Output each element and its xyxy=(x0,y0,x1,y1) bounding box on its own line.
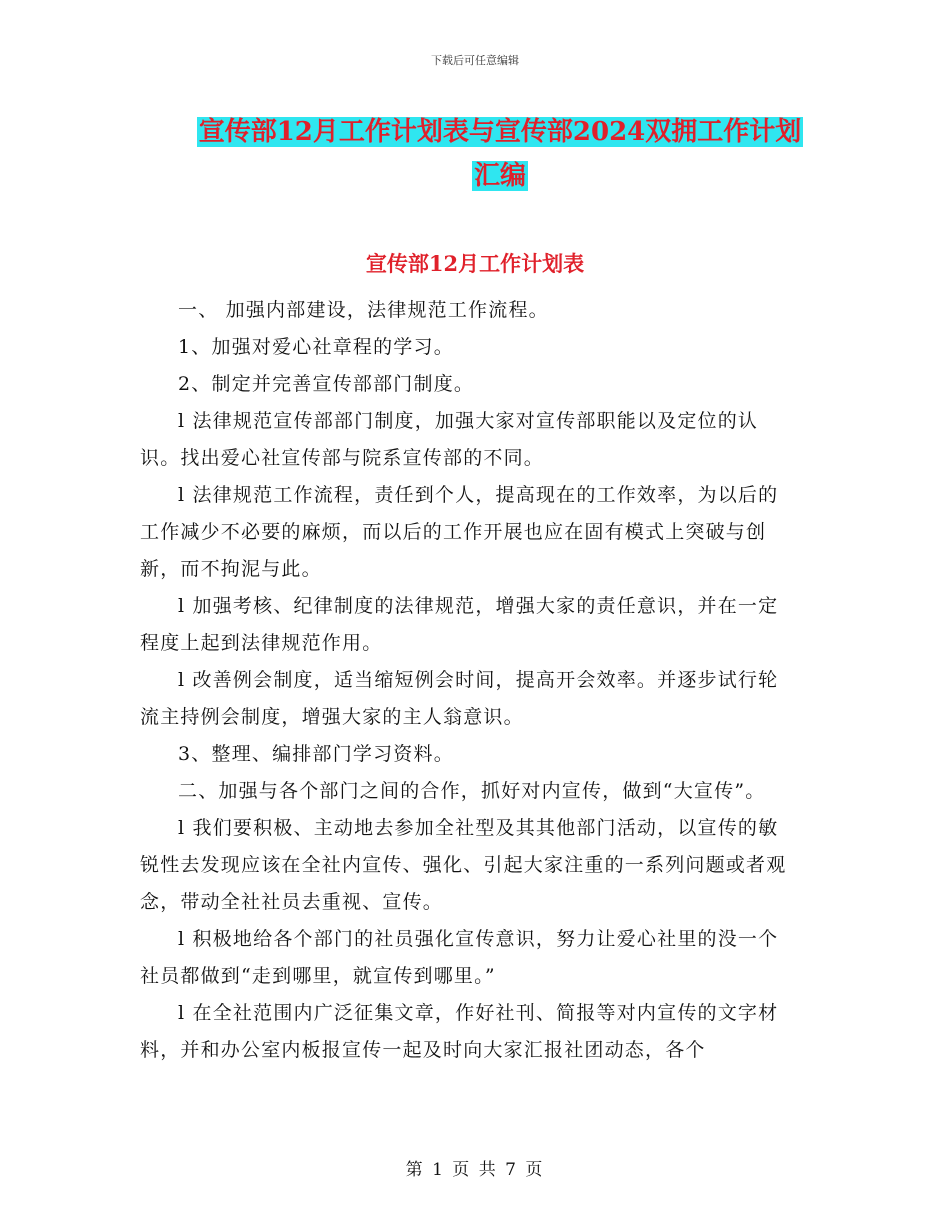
paragraph: l 在全社范围内广泛征集文章，作好社刊、简报等对内宣传的文字材料，并和办公室内板报宣传一起及时向大家汇报社团动态，各个 xyxy=(140,1002,779,1061)
title-line-1: 宣传部12月工作计划表与宣传部2024双拥工作计划 xyxy=(198,117,802,147)
paragraph: l 我们要积极、主动地去参加全社型及其其他部门活动，以宣传的敏锐性去发现应该在全社内宣传、强化、引起大家注重的一系列问题或者观念，带动全社社员去重视、宣传。 xyxy=(140,817,787,913)
paragraph: 二、加强与各个部门之间的合作，抓好对内宣传，做到“大宣传”。 xyxy=(178,780,766,802)
page-number-footer: 第 1 页 共 7 页 xyxy=(405,1160,545,1180)
section-title: 宣传部12月工作计划表 xyxy=(365,251,585,276)
paragraph: l 法律规范工作流程，责任到个人，提高现在的工作效率，为以后的工作减少不必要的麻烦，而以后的工作开展也应在固有模式上突破与创新，而不拘泥与此。 xyxy=(140,484,779,580)
paragraph: 3、整理、编排部门学习资料。 xyxy=(178,743,454,765)
paragraph: 1、加强对爱心社章程的学习。 xyxy=(178,336,454,358)
paragraph: l 法律规范宣传部部门制度，加强大家对宣传部职能以及定位的认识。找出爱心社宣传部与院系宣传部的不同。 xyxy=(140,410,759,469)
paragraph: 一、 加强内部建设，法律规范工作流程。 xyxy=(178,299,549,321)
paragraph: l 加强考核、纪律制度的法律规范，增强大家的责任意识，并在一定程度上起到法律规范作用。 xyxy=(140,595,779,654)
paragraph: l 积极地给各个部门的社员强化宣传意识，努力让爱心社里的没一个社员都做到“走到哪里，就宣传到哪里。” xyxy=(140,928,779,987)
header-note: 下载后可任意编辑 xyxy=(431,54,519,67)
document-title xyxy=(150,110,850,198)
paragraph: l 改善例会制度，适当缩短例会时间，提高开会效率。并逐步试行轮流主持例会制度，增强大家的主人翁意识。 xyxy=(140,669,779,728)
paragraph: 2、制定并完善宣传部部门制度。 xyxy=(178,373,475,395)
title-line-2: 汇编 xyxy=(473,161,526,191)
document-body xyxy=(140,292,798,1069)
